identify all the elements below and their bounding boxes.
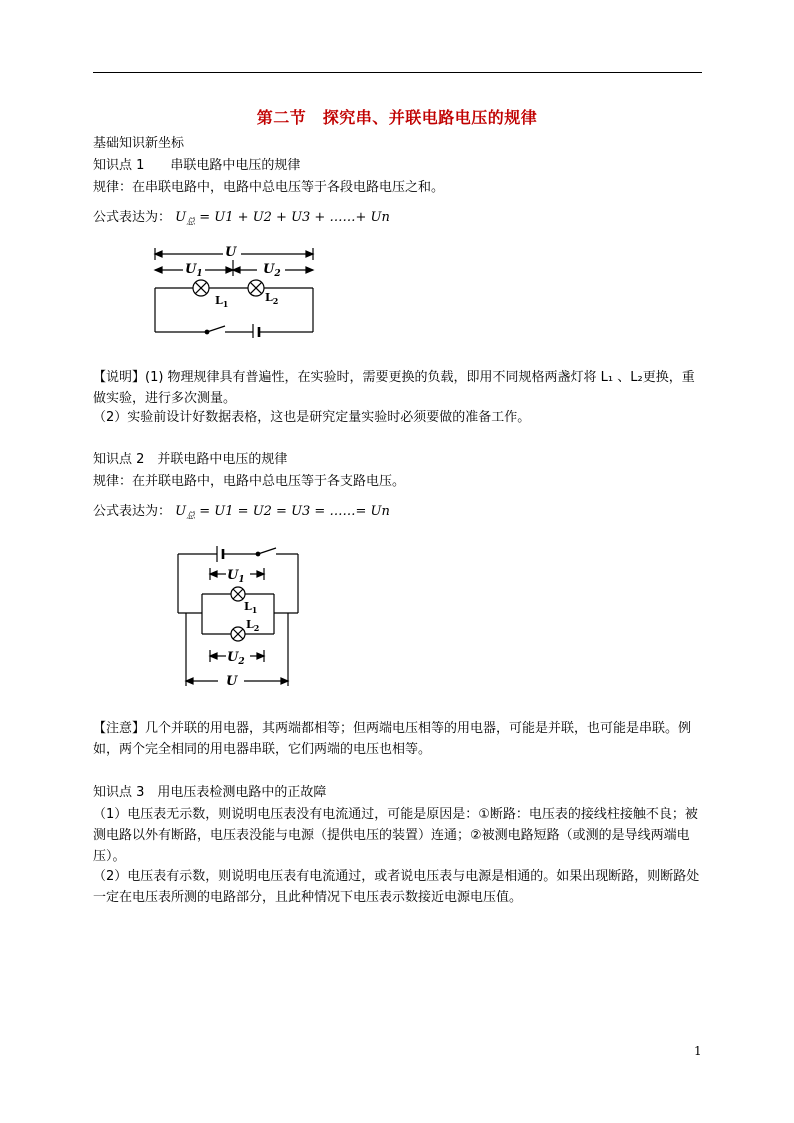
kp1-rule: 规律：在串联电路中，电路中总电压等于各段电路电压之和。 [93,180,445,195]
series-circuit-diagram [145,238,325,338]
kp1-formula-label: 公式表达为： [93,210,172,225]
kp2-rule: 规律：在并联电路中，电路中总电压等于各支路电压。 [93,474,406,489]
series-label-U1: $U_1$ [185,262,203,279]
series-label-L2: $L_2$ [265,291,279,306]
kp1-formula [93,208,390,233]
parallel-label-U2: $U_2$ [227,650,245,667]
series-label-U: U [225,245,237,260]
kp1-heading: 知识点 1 串联电路中电压的规律 [93,158,301,173]
parallel-label-U1: $U_1$ [227,568,245,585]
page-number: 1 [694,1044,702,1058]
kp3-p1: （1）电压表无示数，则说明电压表没有电流通过，可能是原因是：①断路：电压表的接线柱接触不良；被测电路以外有断路，电压表没能与电源（提供电压的装置）连通；②被测电路短路（或测的是导线两端电压）。 [93,807,698,864]
kp1-formula-expr: $U_总 = U1 + U2 + U3$ + ……+ Un [175,210,390,228]
series-label-L1: $L_1$ [215,294,229,309]
kp3-heading: 知识点 3 用电压表检测电路中的正故障 [93,785,327,800]
section-label: 基础知识新坐标 [93,136,185,151]
kp2-heading: 知识点 2 并联电路中电压的规律 [93,452,288,467]
kp3-p2: （2）电压表有示数，则说明电压表有电流通过，或者说电压表与电源是相通的。如果出现断路，则断路处一定在电压表所测的电路部分，且此种情况下电压表示数接近电源电压值。 [93,869,700,905]
parallel-label-L1: $L_1$ [244,600,258,615]
kp1-note2: （2）实验前设计好数据表格，这也是研究定量实验时必须要做的准备工作。 [93,410,531,425]
series-label-U2: $U_2$ [263,262,281,279]
parallel-circuit-diagram [172,540,304,690]
kp2-formula [93,502,390,527]
parallel-label-U: U [226,674,238,689]
header-rule [93,72,702,73]
kp1-note: 【说明】(1) 物理规律具有普遍性，在实验时，需要更换的负载，即用不同规格两盏灯将 L₁ 、L₂更换，重做实验，进行多次测量。 [93,370,695,406]
kp2-formula-expr: $U_总 = U1 = U2 = U3$ = ……= Un [175,504,390,522]
page-title: 第二节 探究串、并联电路电压的规律 [256,108,538,127]
parallel-label-L2: $L_2$ [246,618,260,633]
kp2-formula-label: 公式表达为： [93,504,172,519]
kp2-note: 【注意】几个并联的用电器，其两端都相等；但两端电压相等的用电器，可能是并联，也可能是串联。例如，两个完全相同的用电器串联，它们两端的电压也相等。 [93,721,692,757]
